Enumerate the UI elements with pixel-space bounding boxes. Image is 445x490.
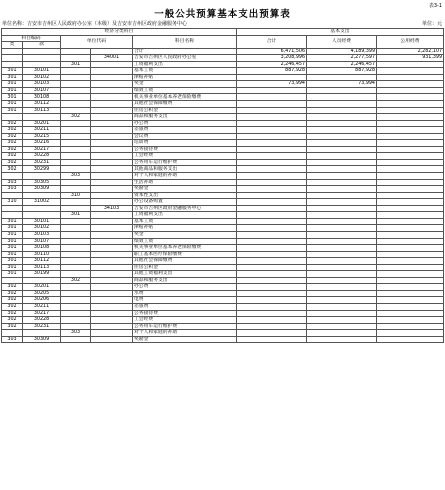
subject-name-cell: 其他社会保障缴费 [133, 101, 237, 108]
total-header: 合计 [237, 35, 307, 48]
subject-name-cell: 会议费 [133, 133, 237, 140]
public-cell: 2,282,107 [377, 48, 444, 55]
class-code-cell: 301 [2, 94, 23, 101]
item-code-cell: 30216 [23, 140, 61, 147]
subject-name-cell: 基本工资 [133, 68, 237, 75]
personnel-header: 人员经费 [307, 35, 377, 48]
item-code-cell: 30215 [23, 133, 61, 140]
class-code-cell: 302 [2, 317, 23, 324]
class-code-cell: 302 [2, 140, 23, 147]
currency-unit: 单位：元 [421, 21, 442, 27]
item-code-cell: 30309 [23, 336, 61, 343]
unit-code-header: 单位代码 [61, 35, 133, 48]
table-row [2, 336, 444, 343]
item-code-cell: 30217 [23, 146, 61, 153]
class-code-cell: 301 [2, 218, 23, 225]
class-code-cell: 302 [2, 166, 23, 173]
subject-name-cell: 办公费 [133, 284, 237, 291]
item-code-cell: 30108 [23, 94, 61, 101]
econ-code-cell: 303 [61, 330, 91, 337]
page-title: 一般公共预算基本支出预算表 [154, 9, 291, 20]
item-code-cell: 30205 [23, 290, 61, 297]
class-code-cell: 301 [2, 68, 23, 75]
subject-name-cell: 公务接待费 [133, 146, 237, 153]
class-code-cell: 302 [2, 146, 23, 153]
subject-name-cell: 办公费 [133, 120, 237, 127]
table-body [2, 48, 444, 343]
subject-code-header: 科目编码 [2, 35, 61, 42]
public-cell [377, 336, 444, 343]
class-code-cell: 302 [2, 323, 23, 330]
subject-name-cell: 奖励金 [133, 336, 237, 343]
item-code-cell: 30101 [23, 218, 61, 225]
subject-name-cell: 商品和服务支出 [133, 114, 237, 121]
subject-name-cell: 绩效工资 [133, 87, 237, 94]
xiang-header: 款 [23, 42, 61, 49]
class-code-cell: 301 [2, 231, 23, 238]
personnel-cell: 4,189,399 [307, 48, 377, 55]
subject-name-cell: 吉安市吉州区政府金融服务中心 [133, 205, 237, 212]
class-code-cell: 301 [2, 81, 23, 88]
subject-name-cell: 公务用车运行维护费 [133, 159, 237, 166]
subject-name-cell: 对个人和家庭的补助 [133, 173, 237, 180]
class-code-cell: 301 [2, 225, 23, 232]
subject-name-cell: 津贴补贴 [133, 74, 237, 81]
subject-name-cell: 工资福利支出 [133, 61, 237, 68]
budget-table [1, 28, 444, 343]
class-code-cell: 301 [2, 258, 23, 265]
subject-name-cell: 吉安市吉州区人民政府办公室 [133, 55, 237, 62]
class-code-cell: 302 [2, 159, 23, 166]
personnel-cell: 887,928 [307, 68, 377, 75]
class-code-cell: 303 [2, 336, 23, 343]
subject-name-cell: 差旅费 [133, 127, 237, 134]
econ-code-cell: 302 [61, 277, 91, 284]
item-code-cell: 30107 [23, 87, 61, 94]
class-code-cell: 301 [2, 107, 23, 114]
subject-name-cell: 生活补助 [133, 179, 237, 186]
unit-code-cell: 34001 [91, 55, 133, 62]
item-code-cell: 30228 [23, 317, 61, 324]
item-code-cell: 30102 [23, 225, 61, 232]
class-code-cell: 301 [2, 238, 23, 245]
personnel-cell [307, 336, 377, 343]
item-code-cell: 30211 [23, 303, 61, 310]
class-code-cell: 302 [2, 153, 23, 160]
unit-code-cell [91, 336, 133, 343]
basic-expense-header: 基本支出 [237, 29, 444, 36]
subject-name-header: 科目名称 [133, 35, 237, 48]
subject-name-cell: 商品和服务支出 [133, 277, 237, 284]
item-code-cell: 30108 [23, 245, 61, 252]
agency-name: 单位名称：吉安市吉州区人民政府办公室（本级）及吉安市吉州区政府金融服务中心 [2, 21, 188, 27]
item-code-cell: 30299 [23, 166, 61, 173]
subject-name-cell: 培训费 [133, 140, 237, 147]
form-number: 表3-1 [428, 3, 442, 9]
item-code-cell: 30217 [23, 310, 61, 317]
item-code-cell: 30112 [23, 258, 61, 265]
subject-name-cell: 住房公积金 [133, 264, 237, 271]
econ-code-cell: 302 [61, 114, 91, 121]
subject-name-cell: 公务用车运行维护费 [133, 323, 237, 330]
class-code-cell: 302 [2, 303, 23, 310]
class-code-cell: 301 [2, 264, 23, 271]
subject-name-cell: 其他工资福利支出 [133, 271, 237, 278]
personnel-cell: 2,277,597 [307, 55, 377, 62]
subject-name-cell: 奖励金 [133, 186, 237, 193]
item-code-cell: 30305 [23, 179, 61, 186]
class-code-cell: 302 [2, 120, 23, 127]
item-code-cell: 31002 [23, 199, 61, 206]
class-code-cell: 303 [2, 186, 23, 193]
subject-name-cell: 奖金 [133, 81, 237, 88]
item-code-cell: 30201 [23, 284, 61, 291]
subject-name-cell: 工会经费 [133, 153, 237, 160]
class-code-cell: 301 [2, 245, 23, 252]
item-code-cell: 30103 [23, 231, 61, 238]
class-code-cell: 302 [2, 290, 23, 297]
subject-name-cell: 奖金 [133, 231, 237, 238]
class-code-cell: 301 [2, 251, 23, 258]
econ-code-cell: 303 [61, 173, 91, 180]
class-code-cell: 301 [2, 87, 23, 94]
item-code-cell: 30309 [23, 186, 61, 193]
item-code-cell: 30231 [23, 159, 61, 166]
subject-name-cell: 住房公积金 [133, 107, 237, 114]
class-code-cell: 301 [2, 74, 23, 81]
item-code-cell: 30199 [23, 271, 61, 278]
subject-name-cell: 机关事业单位基本养老保险缴费 [133, 245, 237, 252]
kuan-header: 类 [2, 42, 23, 49]
total-cell [237, 336, 307, 343]
class-code-cell: 302 [2, 297, 23, 304]
subject-name-cell: 其他商品和服务支出 [133, 166, 237, 173]
subject-name-cell: 工会经费 [133, 317, 237, 324]
total-cell: 3,208,996 [237, 55, 307, 62]
subject-name-cell: 基本工资 [133, 218, 237, 225]
item-code-cell: 30101 [23, 68, 61, 75]
public-cell: 931,399 [377, 55, 444, 62]
item-code-cell: 30201 [23, 120, 61, 127]
class-code-cell: 302 [2, 127, 23, 134]
subject-name-cell: 绩效工资 [133, 238, 237, 245]
item-code-cell: 30103 [23, 81, 61, 88]
subject-name-cell: 办公设备购置 [133, 199, 237, 206]
class-code-cell: 310 [2, 199, 23, 206]
personnel-cell: 73,994 [307, 81, 377, 88]
personnel-cell: 2,246,457 [307, 61, 377, 68]
unit-code-cell: 34103 [91, 205, 133, 212]
econ-code-cell: 301 [61, 61, 91, 68]
item-code-cell: 30110 [23, 251, 61, 258]
total-cell: 2,246,457 [237, 61, 307, 68]
subject-name-cell: 工资福利支出 [133, 212, 237, 219]
agency-line [2, 20, 443, 27]
econ-class-header: 经济分类科目 [2, 29, 237, 36]
subject-name-cell: 其他社会保障缴费 [133, 258, 237, 265]
subject-name-cell: 公务接待费 [133, 310, 237, 317]
item-code-cell: 30231 [23, 323, 61, 330]
subject-name-cell: 职工基本医疗保险缴费 [133, 251, 237, 258]
subject-name-cell: 合计 [133, 48, 237, 55]
class-code-cell: 302 [2, 310, 23, 317]
econ-code-cell: 310 [61, 192, 91, 199]
total-cell: 887,928 [237, 68, 307, 75]
item-code-cell: 30107 [23, 238, 61, 245]
subject-name-cell: 对个人和家庭的补助 [133, 330, 237, 337]
class-code-cell: 301 [2, 271, 23, 278]
subject-name-cell: 资本性支出 [133, 192, 237, 199]
item-code-cell: 30228 [23, 153, 61, 160]
subject-name-cell: 电费 [133, 297, 237, 304]
class-code-cell: 303 [2, 179, 23, 186]
item-code-cell: 30113 [23, 107, 61, 114]
class-code-cell: 301 [2, 101, 23, 108]
item-code-cell: 30102 [23, 74, 61, 81]
total-cell: 6,471,506 [237, 48, 307, 55]
item-code-cell: 30113 [23, 264, 61, 271]
subject-name-cell: 水费 [133, 290, 237, 297]
item-code-cell: 30206 [23, 297, 61, 304]
subject-name-cell: 机关事业单位基本养老保险缴费 [133, 94, 237, 101]
public-header: 公用经费 [377, 35, 444, 48]
subject-name-cell: 津贴补贴 [133, 225, 237, 232]
class-code-cell: 302 [2, 133, 23, 140]
econ-code-cell: 301 [61, 212, 91, 219]
class-code-cell: 302 [2, 284, 23, 291]
subject-name-cell: 差旅费 [133, 303, 237, 310]
item-code-cell: 30112 [23, 101, 61, 108]
econ-code-cell [61, 336, 91, 343]
item-code-cell: 30211 [23, 127, 61, 134]
total-cell: 73,994 [237, 81, 307, 88]
